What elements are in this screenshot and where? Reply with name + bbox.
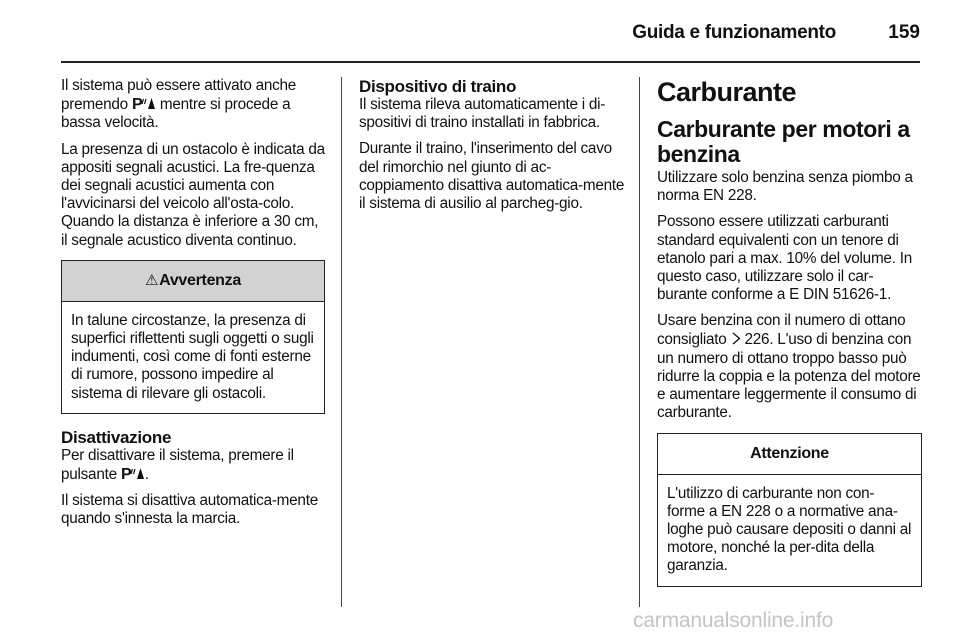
column-3 [657,77,922,601]
deactivation-heading: Disattivazione [61,427,172,447]
parking-sensor-button-icon [121,465,145,480]
warning-box-title: Avvertenza [159,271,241,289]
paragraph-signals: La presenza di un ostacolo è indicata da appositi segnali acustici. La fre-quenza dei segnali acustici aumenta con l'avvicinarsi del veicolo all'osta-colo. Quando la distanza è inferiore a 30 cm, il segnale acustico diventa continuo. [61,140,325,249]
header-divider [61,61,920,63]
paragraph-towing-deactivation: Durante il traino, l'inserimento del cavo del rimorchio nel giunto di ac-coppiamento disattiva automatica-mente il sistema di ausilio al parcheg-gio. [359,140,625,213]
petrol-fuel-subheading: Carburante per motori a benzina [657,116,910,167]
page-reference-number[interactable]: 226 [744,330,770,348]
watermark: carmanualsonline.info [633,609,834,632]
paragraph-activation: Il sistema può essere attivato anche premendo P mentre si procede a bassa velocità. [61,77,297,132]
parking-sensor-button-icon [132,95,156,110]
header-title: Guida e funzionamento [632,22,836,43]
column-divider-1 [341,77,342,607]
paragraph-auto-deactivation: Il sistema si disattiva automatica-mente quando s'innesta la marcia. [61,492,318,528]
paragraph-towing-detection: Il sistema rileva automaticamente i di-spositivi di traino installati in fabbrica. [359,96,606,132]
towing-heading: Dispositivo di traino [359,77,517,96]
warning-box-header [62,261,324,302]
caution-box-header [658,434,921,475]
paragraph-unleaded: Utilizzare solo benzina senza piombo a norma EN 228. [657,169,913,205]
svg-text:P: P [131,96,143,111]
caution-box-body: L'utilizzo di carburante non con-forme a EN 228 o a normative ana-loghe può causare depositi o danni al motore, nonché la per-dita della garanzia. [667,484,912,575]
column-1 [61,77,325,537]
page-reference-arrow-icon[interactable] [731,332,741,350]
warning-box-body: In talune circostanze, la presenza di superfici riflettenti sugli oggetti o sugli indumenti, così come di fonti esterne di rumore, possono impedire al sistema di rilevare gli ostacoli. [71,311,314,402]
paragraph-ethanol: Possono essere utilizzati carburanti standard equivalenti con un tenore di etanolo pari a max. 10% del volume. In questo caso, utilizzare solo il car-burante conforme a E DIN 51626-1. [657,213,912,304]
column-2 [359,77,625,221]
caution-box-title: Attenzione [750,444,829,462]
warning-box [61,260,325,414]
fuel-heading: Carburante [657,77,797,107]
caution-box [657,433,922,587]
svg-text:P: P [120,466,132,481]
column-divider-2 [639,77,640,607]
warning-triangle-icon: ⚠ [145,271,159,289]
paragraph-octane: Usare benzina con il numero di ottano consigliato 226. L'uso di benzina con un numero di ottano troppo basso può ridurre la coppia e la potenza del motore e aumentare leggermente il consumo di carburante. [657,312,921,422]
paragraph-deactivation: Per disattivare il sistema, premere il pulsante P . [61,446,294,484]
page-number: 159 [888,22,920,43]
